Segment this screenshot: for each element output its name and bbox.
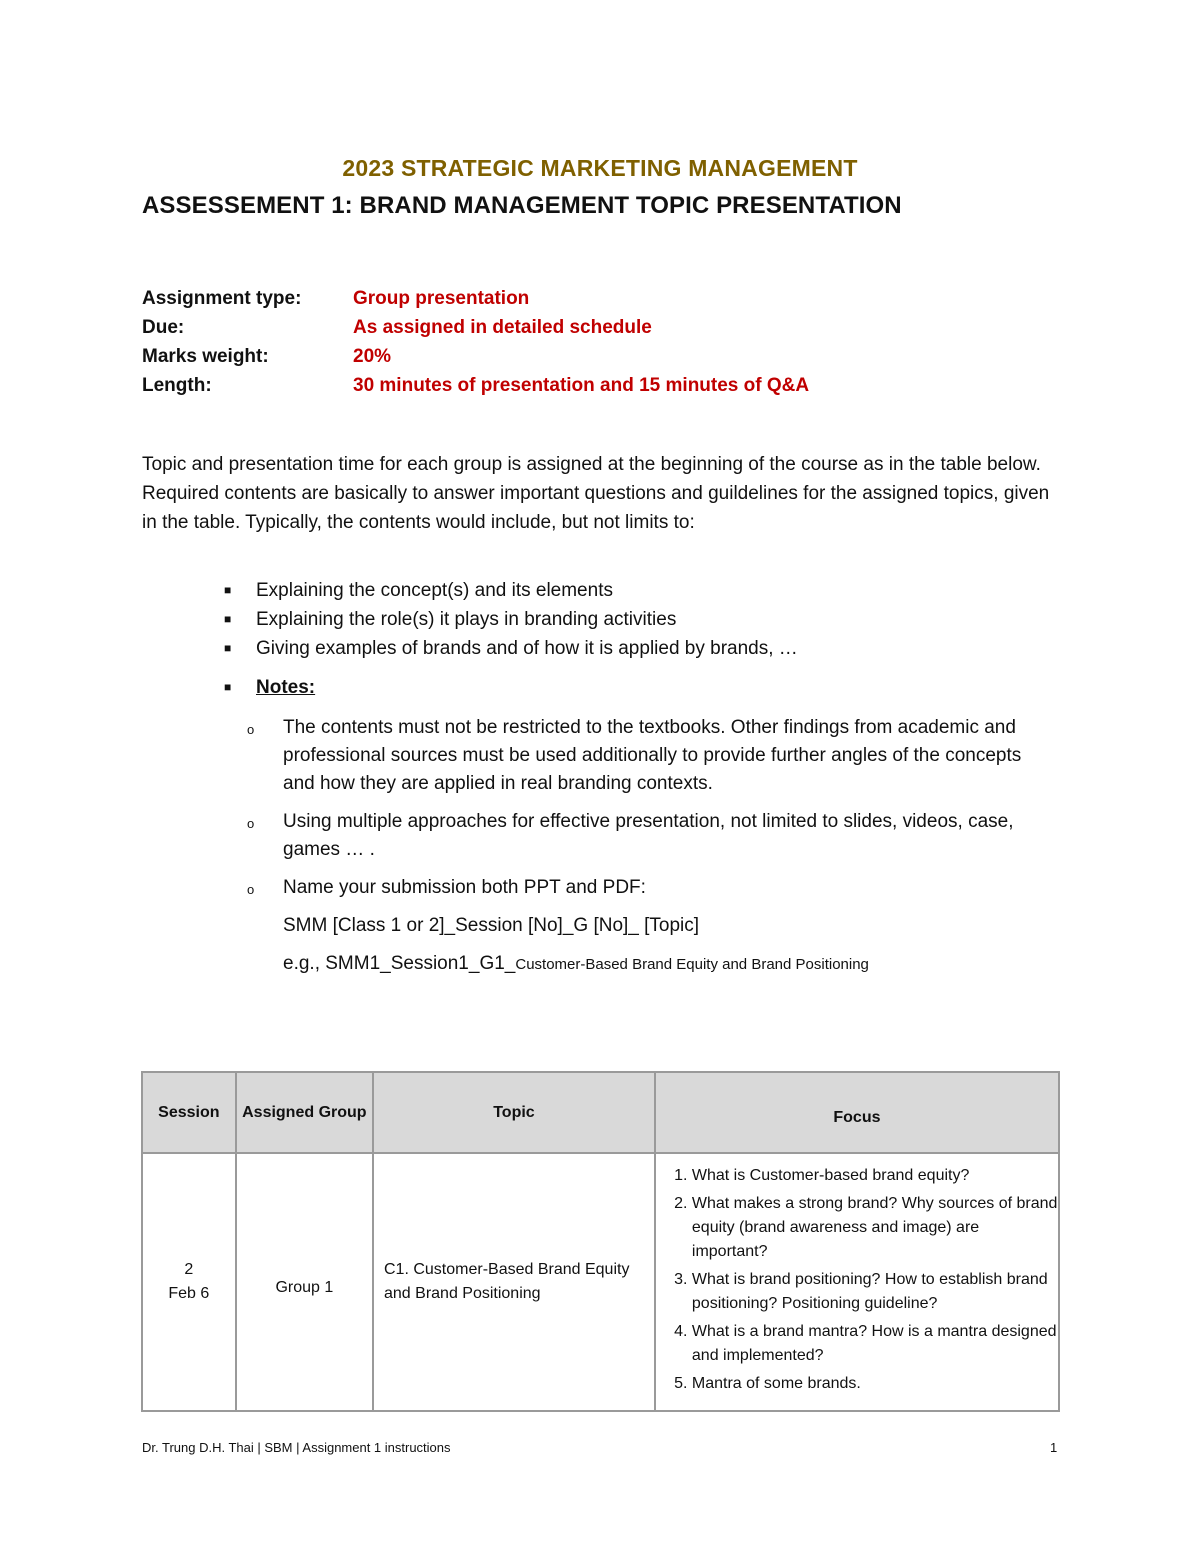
list-item: 4. What is a brand mantra? How is a mantra designed and implemented?	[692, 1320, 1058, 1368]
bullet-icon: ■	[224, 612, 232, 626]
notes-heading: Notes:	[256, 677, 316, 698]
meta-value: Group presentation	[353, 287, 530, 309]
meta-row-length	[142, 371, 1042, 400]
content-bullets	[142, 576, 1042, 979]
list-item	[142, 634, 1042, 663]
circle-bullet-icon: o	[247, 722, 255, 737]
bullet-icon: ■	[224, 583, 232, 597]
naming-example	[142, 950, 1042, 979]
course-title: 2023 STRATEGIC MARKETING MANAGEMENT	[342, 155, 858, 181]
topic-cell: C1. Customer-Based Brand Equity and Brand Positioning	[373, 1153, 655, 1411]
meta-value: As assigned in detailed schedule	[353, 316, 652, 338]
list-item	[142, 673, 1042, 702]
footer-text: Dr. Trung D.H. Thai | SBM | Assignment 1 instructions	[142, 1440, 451, 1455]
example-prefix: e.g., SMM1_Session1_G1_	[283, 953, 516, 974]
circle-bullet-icon: o	[247, 882, 255, 897]
focus-cell	[655, 1153, 1059, 1411]
meta-label: Marks weight:	[142, 345, 269, 367]
list-item: 1. What is Customer-based brand equity?	[692, 1164, 1058, 1188]
group-cell: Group 1	[236, 1153, 373, 1411]
session-cell	[142, 1153, 236, 1411]
meta-value: 20%	[353, 345, 392, 367]
note-item	[142, 874, 1042, 902]
meta-row-type	[142, 284, 1042, 313]
naming-format: SMM [Class 1 or 2]_Session [No]_G [No]_ [Topic]	[283, 915, 700, 936]
list-item: 2. What makes a strong brand? Why sources of brand equity (brand awareness and image) are important?	[692, 1192, 1058, 1264]
table-header-row	[142, 1072, 1059, 1153]
header-focus: Focus	[655, 1072, 1059, 1153]
bullet-icon: ■	[224, 680, 232, 694]
list-item	[142, 576, 1042, 605]
note-item	[142, 714, 1042, 798]
schedule-table	[141, 1071, 1060, 1412]
meta-row-weight	[142, 342, 1042, 371]
intro-paragraph: Topic and presentation time for each group is assigned at the beginning of the course as in the table below. Required contents are basically to answer important questions and guildelines for the assigned topics, given in the table. Typically, the contents would include, but not limits to:	[142, 454, 1050, 533]
example-suffix: Customer-Based Brand Equity and Brand Positioning	[515, 956, 869, 973]
header-group: Assigned Group	[236, 1072, 373, 1153]
list-item	[142, 605, 1042, 634]
meta-label: Due:	[142, 316, 185, 338]
header-topic: Topic	[373, 1072, 655, 1153]
meta-label: Assignment type:	[142, 287, 302, 309]
note-item	[142, 808, 1042, 864]
list-item: 3. What is brand positioning? How to establish brand positioning? Positioning guideline?	[692, 1268, 1058, 1316]
assessment-title: ASSESSEMENT 1: BRAND MANAGEMENT TOPIC PRESENTATION	[142, 192, 902, 219]
bullet-text: Explaining the role(s) it plays in branding activities	[256, 609, 677, 630]
list-item: 5. Mantra of some brands.	[692, 1372, 1058, 1396]
page-number: 1	[1050, 1440, 1058, 1455]
header-session: Session	[142, 1072, 236, 1153]
note-text: The contents must not be restricted to the textbooks. Other findings from academic and professional sources must be used additionally to provide further angles of the concepts and how they are applied in real branding contexts.	[283, 717, 1022, 794]
session-date: Feb 6	[168, 1285, 210, 1302]
meta-value: 30 minutes of presentation and 15 minutes of Q&A	[353, 374, 810, 396]
note-text: Name your submission both PPT and PDF:	[283, 877, 646, 898]
meta-row-due	[142, 313, 1042, 342]
assignment-meta	[142, 284, 1042, 400]
bullet-text: Giving examples of brands and of how it is applied by brands, …	[256, 638, 798, 659]
session-number: 2	[184, 1261, 194, 1278]
focus-list	[664, 1164, 1058, 1396]
table-row	[142, 1153, 1059, 1411]
meta-label: Length:	[142, 374, 212, 396]
bullet-icon: ■	[224, 641, 232, 655]
bullet-text: Explaining the concept(s) and its elements	[256, 580, 613, 601]
circle-bullet-icon: o	[247, 816, 255, 831]
note-text: Using multiple approaches for effective presentation, not limited to slides, videos, case, games … .	[283, 811, 1014, 860]
